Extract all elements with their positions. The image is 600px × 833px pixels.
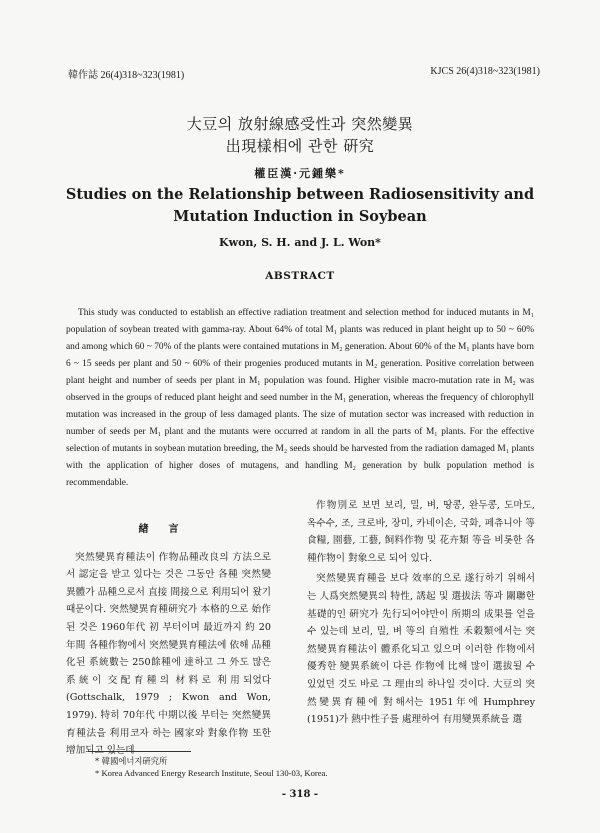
- page-number: - 318 -: [281, 789, 319, 800]
- english-authors: Kwon, S. H. and J. L. Won*: [219, 236, 381, 249]
- footnote-korean-affiliation: * 韓國에너지硏究所: [95, 756, 168, 766]
- left-column-paragraph: 突然變異育種法이 作物品種改良의 方法으로서 認定을 받고 있다는 것은 그동안 各種 突然變異體가 品種으로서 直接 間接으로 利用되어 왔기 때문이다. 突然變異育種硏究가 本格的으로 始作된 것은 1960年代 初 부터이며 最近까지 約 20年間 各種作物에서 突然變異育種法에 依해 品種化된 系統數는 250餘種에 達하고 그 外도 많은 系統이 交配育種의 材料로 利用되었다(Gottschalk, 1979 ; Kwon and Won, 1979). 特히 70年代 中期以後 부터는 突然變異育種法을 利用코자 하는 國家와 對象作物 또한 增加되고 있는데: [66, 551, 271, 757]
- footnote-divider: [88, 751, 191, 752]
- right-column-paragraph: 突然變異育種을 보다 效率的으로 遂行하기 위해서는 人爲突然變異의 特性, 誘起 및 選拔法 等과 關聯한 基礎的인 硏究가 先行되어야만이 所期의 成果를 얻을 수 있는데 보리, 밀, 벼 等의 自殖性 禾穀類에서는 突然變異育種法이 體系化되고 있으며 이러한 作物에서 優秀한 變異系統이 다른 作物에 比해 많이 選拔될 수 있었던 것도 바로 그 理由의 하나일 것이다. 大豆의 突然變異育種에 對해서는 1951年에 Humphrey (1951)가 熱中性子를 處理하여 有用變異系統을 選: [307, 573, 535, 726]
- korean-authors: 權臣漢·元鍾樂*: [254, 167, 346, 180]
- left-column: [66, 521, 271, 760]
- journal-citation-korean: 韓作誌 26(4)318~323(1981): [68, 70, 185, 81]
- english-title-line-2: Mutation Induction in Soybean: [173, 208, 427, 225]
- introduction-heading: 緖言: [138, 524, 199, 535]
- english-title-line-1: Studies on the Relationship between Radiosensitivity and: [65, 186, 535, 203]
- korean-title-line-2: 出現樣相에 관한 硏究: [225, 137, 375, 155]
- right-column-paragraph: 作物別로 보면 보리, 밀, 벼, 땅콩, 완두콩, 도마도, 옥수수, 조, 크로바, 장미, 카네이손, 국화, 페츄니아 等 食糧, 園藝, 工藝, 飼料作物 및 花卉類 等을 비롯한 各種作物이 對象으로 되어 있다.: [307, 500, 535, 564]
- footnote-english-affiliation: * Korea Advanced Energy Research Institute, Seoul 130-03, Korea.: [95, 768, 328, 778]
- korean-title-line-1: 大豆의 放射線感受性과 突然變異: [186, 115, 414, 133]
- abstract-heading: ABSTRACT: [265, 270, 335, 282]
- abstract-paragraph: This study was conducted to establish an effective radiation treatment and selection method for induced mutants in M₁ population of soybean treated with gamma-ray. About 64% of total M₁ plants was reduced in plant height up to 50 ~ 60% and among which 60 ~ 70% of the plants were contained mutations in M₂ generation. About 60% of the M₁ plants have born 6 ~ 15 seeds per plant and 50 ~ 60% of their progenies produced mutants in M₂ generation. Positive correlation between plant height and number of seeds per plant in M₁ population was found. Higher visible macro-mutation rate in M₂ was observed in the groups of reduced plant height and seed number in the M₁ generation, whereas the frequency of chlorophyll mutation was increased in the group of less damaged plants. The size of mutation sector was increased with reduction in number of seeds per M₁ plant and the mutants were occurred at random in all the parts of M₁ plants. For the effective selection of mutants in soybean mutation breeding, the M₂ seeds should be harvested from the radiation damaged M₁ plants with the application of higher doses of mutagens, and handling M₂ generation by bulk population method is recommendable.: [66, 308, 534, 488]
- abstract-body: [66, 305, 534, 492]
- right-column: [307, 497, 535, 729]
- journal-citation-english: KJCS 26(4)318~323(1981): [430, 66, 540, 77]
